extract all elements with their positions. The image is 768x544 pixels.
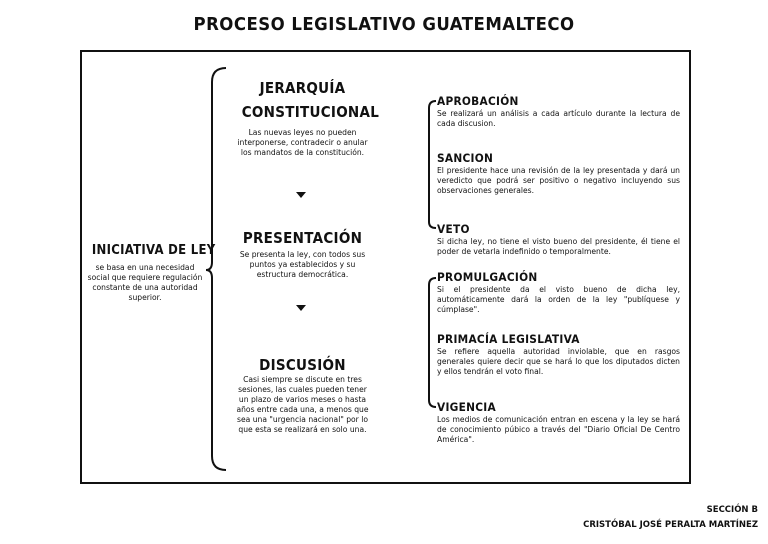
- node-discusion: [235, 353, 370, 435]
- page-title: PROCESO LEGISLATIVO GUATEMALTECO: [193, 14, 575, 35]
- node-presentacion-text: Se presenta la ley, con todos sus puntos ya establecidos y su estructura democrática.: [239, 250, 366, 279]
- root-node: [86, 243, 216, 303]
- node-discusion-heading: DISCUSIÓN: [259, 356, 346, 374]
- node-veto: [437, 222, 680, 257]
- node-veto-text: Si dicha ley, no tiene el visto bueno del presidente, él tiene el poder de vetarla indefinido o temporalmente.: [437, 237, 680, 256]
- node-vigencia-heading: VIGENCIA: [437, 400, 496, 414]
- node-jerarquia-heading-2: CONSTITUCIONAL: [241, 103, 380, 121]
- lower-right-bracket: [429, 278, 436, 407]
- node-presentacion: [235, 226, 370, 280]
- node-promulgacion-heading: PROMULGACIÓN: [437, 270, 538, 284]
- node-primacia-heading: PRIMACÍA LEGISLATIVA: [437, 332, 580, 346]
- node-promulgacion-text: Si el presidente da el visto bueno de dicha ley, automáticamente dará la orden de la ley "publíquese y cúmplase".: [437, 285, 680, 314]
- node-sancion-text: El presidente hace una revisión de la ley presentada y dará un veredicto que podrá ser positivo o negativo incluyendo sus observaciones generales.: [437, 166, 680, 195]
- arrow-down-icon: [296, 192, 306, 198]
- node-vigencia: [437, 400, 680, 445]
- node-primacia: [437, 332, 680, 377]
- node-vigencia-text: Los medios de comunicación entran en escena y la ley se hará de conocimiento púbico a través del "Diario Oficial De Centro América".: [437, 415, 680, 444]
- node-presentacion-heading: PRESENTACIÓN: [242, 229, 363, 247]
- node-sancion: [437, 151, 680, 196]
- node-jerarquia-text: Las nuevas leyes no pueden interponerse, contradecir o anular los mandatos de la constitución.: [237, 128, 368, 157]
- root-text: se basa en una necesidad social que requiere regulación constante de una autoridad superior.: [87, 263, 203, 302]
- node-veto-heading: VETO: [437, 222, 470, 236]
- main-brace: [206, 68, 226, 470]
- node-jerarquia: [235, 76, 380, 158]
- upper-right-bracket: [429, 101, 436, 228]
- node-primacia-text: Se refiere aquella autoridad inviolable, que en rasgos generales quiere decir que se hará lo que los diputados dicten y ellos tendrán el voto final.: [437, 347, 680, 376]
- node-aprobacion-heading: APROBACIÓN: [437, 94, 519, 108]
- node-aprobacion: [437, 94, 680, 129]
- footer-section: SECCIÓN B: [706, 505, 758, 515]
- footer-author: CRISTÓBAL JOSÉ PERALTA MARTÍNEZ: [583, 520, 758, 530]
- node-jerarquia-heading-1: JERARQUÍA: [259, 79, 346, 97]
- arrow-down-icon: [296, 305, 306, 311]
- node-promulgacion: [437, 270, 680, 315]
- node-sancion-heading: SANCION: [437, 151, 494, 165]
- node-discusion-text: Casi siempre se discute en tres sesiones, las cuales pueden tener un plazo de varios meses o hasta años entre cada una, a menos que sea una "urgencia nacional" por lo que esta se realizará en solo una.: [236, 375, 369, 434]
- node-aprobacion-text: Se realizará un análisis a cada artículo durante la lectura de cada discusion.: [437, 109, 680, 128]
- root-heading: INICIATIVA DE LEY: [91, 243, 216, 258]
